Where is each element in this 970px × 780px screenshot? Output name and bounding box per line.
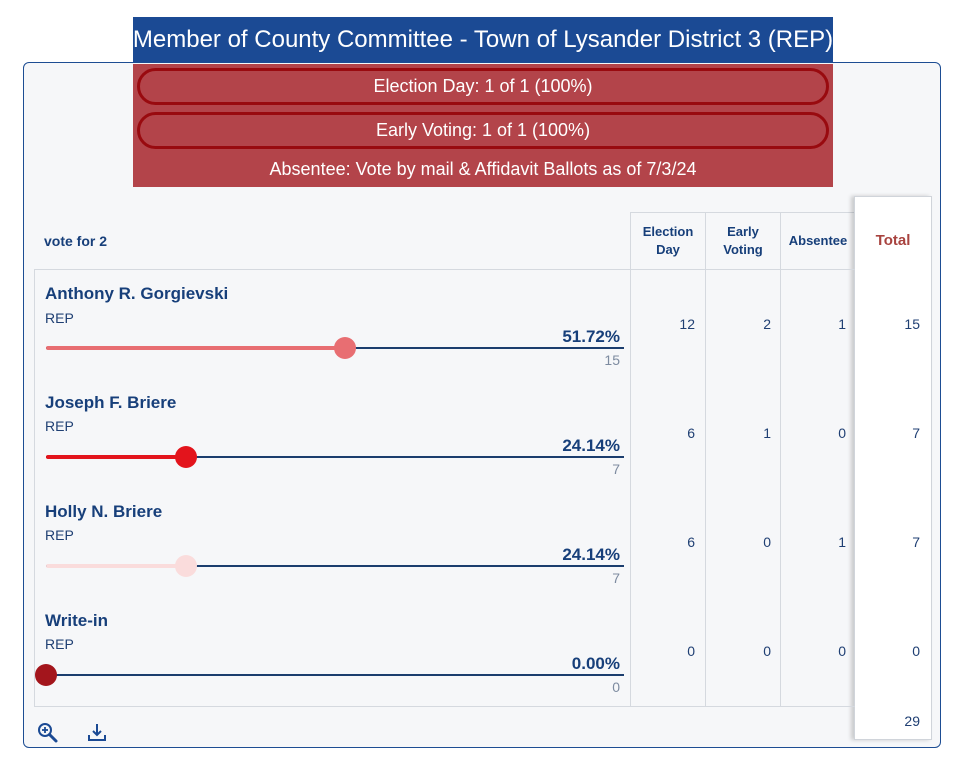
vote-share-bar [46,456,624,458]
header-early-voting: Early Voting [723,223,763,257]
candidate-percent: 0.00% [571,654,620,673]
vote-share-fill [46,455,186,459]
candidate-votes: 0 [612,679,620,695]
vote-share-bar [46,347,624,349]
absentee-votes: 1 [838,534,846,550]
early-voting-votes: 0 [763,534,771,550]
election-day-status: Election Day: 1 of 1 (100%) [137,68,829,105]
zoom-in-icon[interactable] [37,722,59,744]
vote-share-bar [46,674,624,676]
candidate-votes: 7 [612,461,620,477]
total-votes: 7 [912,425,920,441]
election-day-votes: 12 [679,316,695,332]
candidate-votes: 7 [612,570,620,586]
candidate-percent: 24.14% [562,545,620,564]
download-icon[interactable] [86,722,108,744]
early-voting-votes: 2 [763,316,771,332]
early-voting-votes: 1 [763,425,771,441]
candidate-votes: 15 [604,352,620,368]
vote-share-bar [46,565,624,567]
candidate-percent: 24.14% [562,436,620,455]
grand-total: 29 [904,713,920,729]
early-voting-status: Early Voting: 1 of 1 (100%) [137,112,829,149]
vote-share-marker [35,664,57,686]
column-divider [780,212,781,707]
vote-share-marker [334,337,356,359]
election-day-votes: 6 [687,425,695,441]
candidate-party: REP [45,527,74,543]
header-total: Total [875,231,911,249]
candidate-list [34,269,631,707]
total-votes: 0 [912,643,920,659]
header-absentee: Absentee [788,232,848,248]
candidate-party: REP [45,310,74,326]
column-divider [705,212,706,707]
vote-share-marker [175,446,197,468]
early-voting-votes: 0 [763,643,771,659]
absentee-votes: 0 [838,643,846,659]
reporting-status [133,64,833,187]
total-votes: 15 [904,316,920,332]
absentee-votes: 0 [838,425,846,441]
candidate-party: REP [45,636,74,652]
absentee-votes: 1 [838,316,846,332]
race-title: Member of County Committee - Town of Lysander District 3 (REP) [133,17,833,62]
vote-share-marker [175,555,197,577]
absentee-status: Absentee: Vote by mail & Affidavit Ballots as of 7/3/24 [269,159,697,179]
candidate-name: Write-in [45,611,108,630]
header-election-day: Election Day [642,223,694,257]
vote-share-fill [46,564,186,568]
row-border [630,269,855,270]
candidate-percent: 51.72% [562,327,620,346]
vote-for-label: vote for 2 [44,233,108,249]
election-day-votes: 0 [687,643,695,659]
election-day-votes: 6 [687,534,695,550]
row-border [630,706,855,707]
total-votes: 7 [912,534,920,550]
candidate-name: Joseph F. Briere [45,393,177,412]
candidate-name: Anthony R. Gorgievski [45,284,229,303]
vote-share-fill [46,346,345,350]
candidate-name: Holly N. Briere [45,502,163,521]
candidate-party: REP [45,418,74,434]
